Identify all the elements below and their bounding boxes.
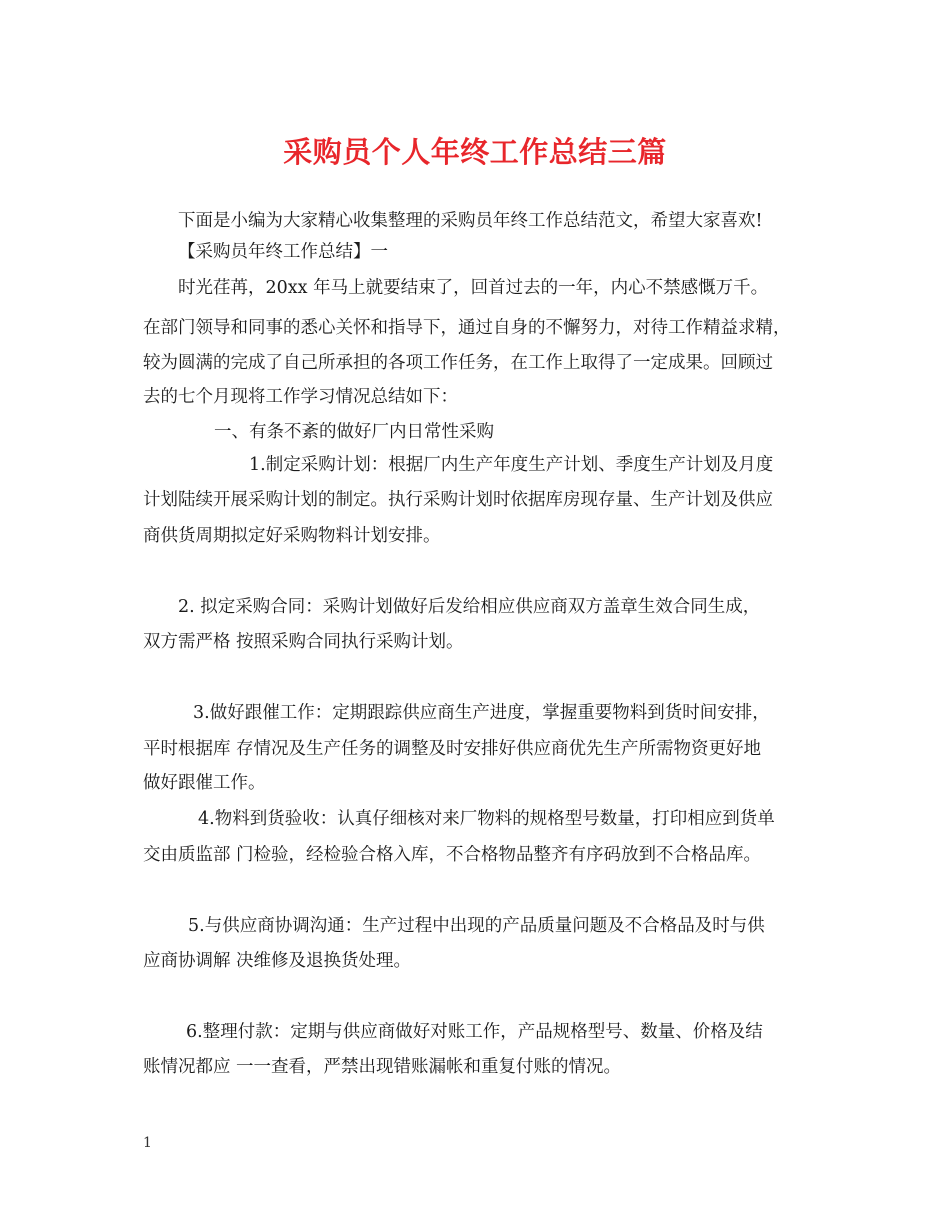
intro-line: 下面是小编为大家精心收集整理的采购员年终工作总结范文，希望大家喜欢! (178, 211, 763, 231)
subheading: 一、有条不紊的做好厂内日常性采购 (214, 422, 494, 442)
item-line: 商供货周期拟定好采购物料计划安排。 (143, 526, 441, 546)
item-line: 4.物料到货验收：认真仔细核对来厂物料的规格型号数量，打印相应到货单 (198, 809, 775, 829)
item-line: 2. 拟定采购合同：采购计划做好后发给相应供应商双方盖章生效合同生成， (178, 597, 761, 617)
document-title: 采购员个人年终工作总结三篇 (283, 135, 667, 169)
item-line: 1.制定采购计划：根据厂内生产年度生产计划、季度生产计划及月度 (249, 455, 774, 475)
item-line: 做好跟催工作。 (143, 773, 266, 793)
paragraph-line: 较为圆满的完成了自己所承担的各项工作任务，在工作上取得了一定成果。回顾过 (143, 353, 773, 373)
item-line: 双方需严格 按照采购合同执行采购计划。 (143, 632, 464, 652)
paragraph-line: 时光荏苒，20xx 年马上就要结束了，回首过去的一年，内心不禁感慨万千。 (178, 278, 769, 298)
item-line: 计划陆续开展采购计划的制定。执行采购计划时依据库房现存量、生产计划及供应 (143, 490, 773, 510)
paragraph-line: 在部门领导和同事的悉心关怀和指导下，通过自身的不懈努力，对待工作精益求精， (143, 318, 791, 338)
section-heading: 【采购员年终工作总结】一 (178, 242, 388, 262)
item-line: 3.做好跟催工作：定期跟踪供应商生产进度，掌握重要物料到货时间安排， (193, 703, 770, 723)
paragraph-line: 去的七个月现将工作学习情况总结如下： (143, 387, 458, 407)
item-line: 交由质监部 门检验，经检验合格入库，不合格物品整齐有序码放到不合格品库。 (143, 845, 762, 865)
item-line: 账情况都应 一一查看，严禁出现错账漏帐和重复付账的情况。 (143, 1057, 622, 1077)
item-line: 平时根据库 存情况及生产任务的调整及时安排好供应商优先生产所需物资更好地 (143, 739, 762, 759)
item-line: 6.整理付款：定期与供应商做好对账工作，产品规格型号、数量、价格及结 (186, 1022, 763, 1042)
page-number: 1 (143, 1135, 152, 1151)
item-line: 应商协调解 决维修及退换货处理。 (143, 951, 412, 971)
item-line: 5.与供应商协调沟通：生产过程中出现的产品质量问题及不合格品及时与供 (188, 916, 765, 936)
